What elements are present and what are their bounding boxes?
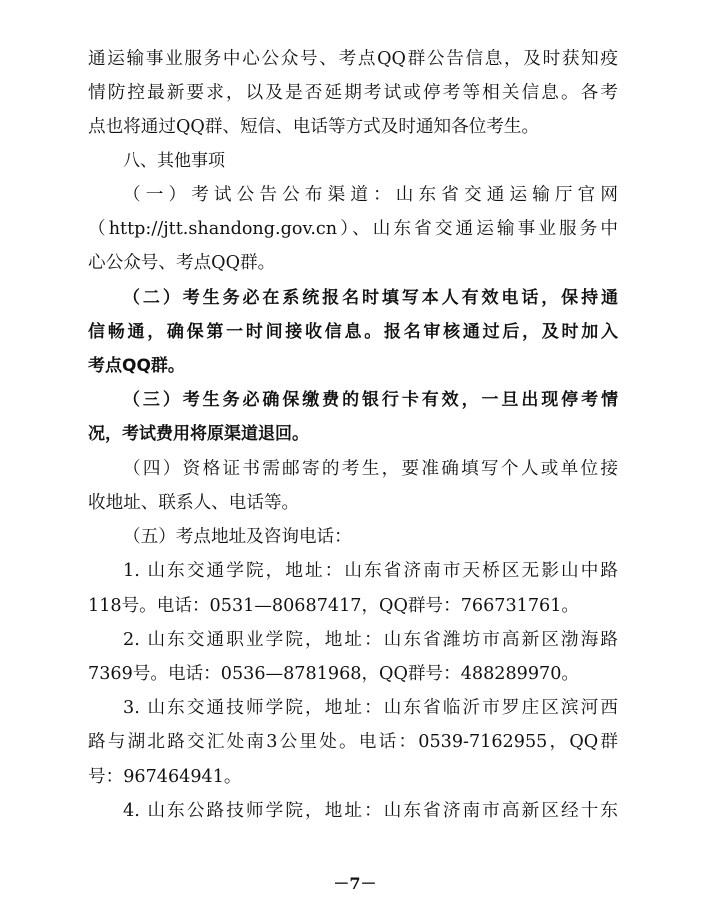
paragraph-line: 情防控最新要求，以及是否延期考试或停考等相关信息。各考 [88,83,618,103]
bold-paragraph-line: 考点QQ群。 [88,356,185,376]
list-item-line: 7369号。电话：0536—8781968，QQ群号：488289970。 [88,664,580,684]
bold-paragraph-line: 况，考试费用将原渠道退回。 [88,424,309,444]
list-item-line: 3. 山东交通技师学院，地址：山东省临沂市罗庄区滨河西 [123,698,618,718]
bold-paragraph-line: （二）考生务必在系统报名时填写本人有效电话，保持通 [123,288,618,308]
paragraph-line: 收地址、联系人、电话等。 [88,493,300,513]
list-item-line: 118号。电话：0531—80687417，QQ群号：766731761。 [88,596,580,616]
list-item-line: 4. 山东公路技师学院，地址：山东省济南市高新区经十东 [123,801,618,821]
list-item-line: 2. 山东交通职业学院，地址：山东省潍坊市高新区渤海路 [123,630,618,650]
paragraph-line: 通运输事业服务中心公众号、考点QQ群公告信息，及时获知疫 [88,49,618,69]
bold-paragraph-line: 信畅通，确保第一时间接收信息。报名审核通过后，及时加入 [88,322,618,342]
paragraph-line: （五）考点地址及咨询电话： [123,527,352,547]
paragraph-line: 心公众号、考点QQ群。 [88,253,276,273]
paragraph-line: （一）考试公告公布渠道：山东省交通运输厅官网 [123,185,618,205]
paragraph-line: 点也将通过QQ群、短信、电话等方式及时通知各位考生。 [88,117,540,137]
paragraph-line: （四）资格证书需邮寄的考生，要准确填写个人或单位接 [123,459,618,479]
document-page [88,0,618,913]
list-item-line: 号：967464941。 [88,767,242,787]
paragraph-line: （http://jtt.shandong.gov.cn）、山东省交通运输事业服务中 [88,219,618,239]
list-item-line: 1. 山东交通学院，地址：山东省济南市天桥区无影山中路 [123,561,618,581]
list-item-line: 路与湖北路交汇处南3公里处。电话：0539-7162955，QQ群 [88,732,618,752]
section-heading: 八、其他事项 [123,151,225,171]
page-number: －7－ [333,874,377,893]
bold-paragraph-line: （三）考生务必确保缴费的银行卡有效，一旦出现停考情 [123,390,618,410]
